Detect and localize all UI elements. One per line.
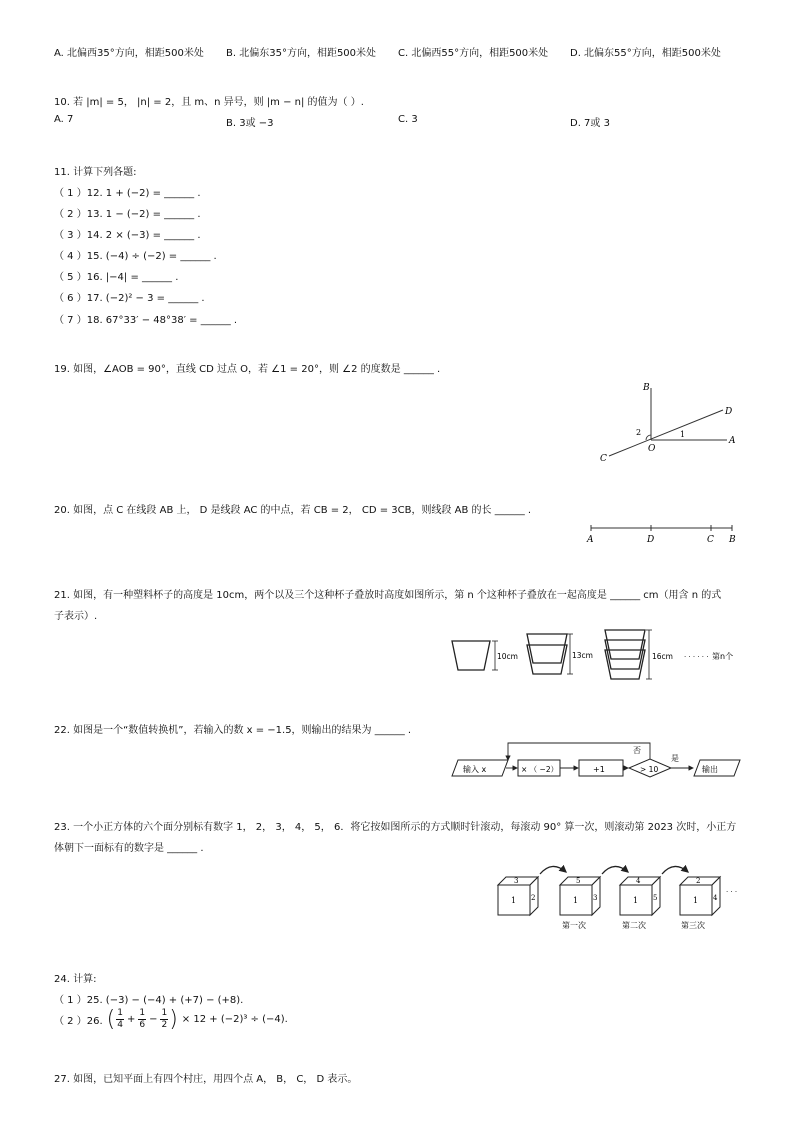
cup-2a [527,634,567,663]
q9-option-b: B. 北偏东35°方向，相距500米处 [226,48,377,59]
q24-item-2-suffix: × 12 + (−2)³ ÷ (−4). [181,1014,288,1025]
cubes-dots: · · · [726,888,738,896]
cube-0-side: 2 [531,894,536,902]
cup-3c [605,650,645,679]
q23-stem-line2: 体朝下一面标有的数字是 ______ . [54,843,204,854]
q9-option-a: A. 北偏西35°方向，相距500米处 [54,48,204,59]
loop-back-arrow [508,743,650,760]
label-a: A [729,436,736,446]
cube-0-top: 3 [514,877,519,885]
roll-arrow-3 [662,866,688,874]
q24-item-2-prefix: （ 2 ）26. [54,1016,103,1027]
cube-roll-2 [620,877,660,930]
line-cd [609,410,723,456]
q10-option-a: A. 7 [54,114,74,125]
q20-segment-figure [582,520,740,546]
label-nth: 第n个 [712,652,734,661]
label-16cm: 16cm [652,652,673,661]
no-label: 否 [633,746,641,755]
label-c: C [707,535,714,545]
q11-item-6: （ 6 ）17. (−2)² − 3 = ______ . [54,293,205,304]
output-label: 输出 [702,765,718,774]
cube-2-front: 1 [633,896,639,905]
roll-arrow-1 [540,866,566,874]
cup-1 [452,641,490,670]
cube-roll-1 [560,877,600,930]
label-10cm: 10cm [497,652,518,661]
cube-2-top: 4 [636,877,641,885]
q11-item-5: （ 5 ）16. |−4| = ______ . [54,272,179,283]
cube-2-side: 5 [653,894,658,902]
q23-stem-line1: 23. 一个小正方体的六个面分别标有数字 1， 2， 3， 4， 5， 6．将它按如图所示的方式顺时针滚动，每滚动 90° 算一次，则滚动第 2023 次时，小正方 [54,822,737,833]
label-a: A [587,535,594,545]
q21-stem-line2: 子表示）. [54,611,98,622]
q9-option-d: D. 北偏东55°方向，相距500米处 [570,48,721,59]
cube-3-top: 2 [696,877,701,885]
label-13cm: 13cm [572,651,593,660]
q22-flowchart [448,738,748,782]
cube-1-top: 5 [576,877,581,885]
q10-stem: 10. 若 |m| = 5， |n| = 2，且 m、n 异号，则 |m − n| 的值为（ ）. [54,97,364,108]
input-label: 输入 x [463,765,487,774]
label-d: D [647,535,655,545]
cube-3-front: 1 [693,896,699,905]
label-c: C [600,454,607,464]
caption-1: 第一次 [562,921,586,930]
label-b: B [643,383,650,393]
dots: · · · · · · [684,653,709,661]
add-label: +1 [593,765,605,774]
q21-stem-line1: 21. 如图，有一种塑料杯子的高度是 10cm，两个以及三个这种杯子叠放时高度如图所示，第 n 个这种杯子叠放在一起高度是 ______ cm（用含 n 的式 [54,590,722,601]
cube-1-front: 1 [573,896,579,905]
caption-2: 第二次 [622,921,646,930]
q11-item-4: （ 4 ）15. (−4) ÷ (−2) = ______ . [54,251,217,262]
right-paren: ) [169,1006,178,1032]
label-angle-2: 2 [636,428,642,437]
q24-item-1: （ 1 ）25. (−3) − (−4) + (+7) − (+8). [54,995,244,1006]
q23-cubes-figure [490,858,746,934]
cup-3b [605,640,645,669]
condition-label: > 10 [640,765,659,774]
cup-2b [527,645,567,674]
cube-3-side: 4 [713,894,718,902]
yes-label: 是 [671,754,679,763]
q11-item-2: （ 2 ）13. 1 − (−2) = ______ . [54,209,201,220]
q9-option-c: C. 北偏西55°方向，相距500米处 [398,48,549,59]
label-o: O [648,444,656,454]
q27-stem: 27. 如图，已知平面上有四个村庄，用四个点 A， B， C， D 表示。 [54,1074,358,1085]
label-d: D [725,407,733,417]
cube-0-front: 1 [511,896,517,905]
q19-stem: 19. 如图，∠AOB = 90°，直线 CD 过点 O，若 ∠1 = 20°，则 ∠2 的度数是 ______ . [54,364,441,375]
left-paren: ( [106,1006,116,1032]
q10-option-d: D. 7或 3 [570,118,610,129]
q11-item-7: （ 7 ）18. 67°33′ − 48°38′ = ______ . [54,315,238,326]
label-angle-1: 1 [680,430,686,439]
multiply-label: × （ −2） [521,765,559,774]
cube-initial [498,877,538,915]
cube-1-side: 3 [593,894,598,902]
q11-item-1: （ 1 ）12. 1 + (−2) = ______ . [54,188,201,199]
fraction-3: $\frac{1}{2}$ [161,1008,168,1030]
caption-3: 第三次 [681,921,705,930]
fraction-1: 1 4 [117,1008,123,1030]
cube-roll-3 [680,877,720,930]
q24-title: 24. 计算: [54,974,97,985]
q10-option-c: C. 3 [398,114,418,125]
q24-item-2: （ 2 ）26. ( 1 4 + $\frac{1}{6}$ − $\frac{1}{2}$ ) × 12 + (−2)³ ÷ (−4). [54,1006,288,1032]
q19-angle-figure [595,378,745,466]
fraction-2: $\frac{1}{6}$ [139,1008,146,1030]
q10-option-b: B. 3或 −3 [226,118,274,129]
q22-stem: 22. 如图是一个“数值转换机”，若输入的数 x = −1.5，则输出的结果为 ______ . [54,725,412,736]
q11-item-3: （ 3 ）14. 2 × (−3) = ______ . [54,230,201,241]
q21-cups-figure [448,628,743,686]
q11-title: 11. 计算下列各题: [54,167,137,178]
q20-stem: 20. 如图，点 C 在线段 AB 上， D 是线段 AC 的中点，若 CB = 2， CD = 3CB，则线段 AB 的长 ______ . [54,505,532,516]
roll-arrow-2 [602,866,628,874]
label-b: B [729,535,736,545]
cup-3a [605,630,645,659]
